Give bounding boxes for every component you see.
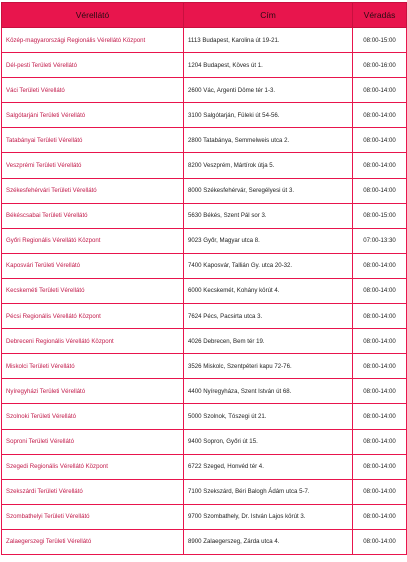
table-header xyxy=(2,3,407,28)
center-name: Debreceni Regionális Vérellátó Központ xyxy=(2,329,184,354)
center-hours: 08:00-14:00 xyxy=(353,128,407,153)
table-row xyxy=(2,178,407,203)
center-address: 6722 Szeged, Honvéd tér 4. xyxy=(184,454,353,479)
center-hours: 08:00-14:00 xyxy=(353,504,407,529)
blood-center-table xyxy=(1,2,407,555)
center-hours: 08:00-16:00 xyxy=(353,53,407,78)
center-name: Közép-magyarországi Regionális Vérellátó Központ xyxy=(2,28,184,53)
header-hours: Véradás xyxy=(353,3,407,28)
center-hours: 08:00-14:00 xyxy=(353,529,407,554)
center-address: 6000 Kecskemét, Kohány körút 4. xyxy=(184,278,353,303)
center-name: Szombathelyi Területi Vérellátó xyxy=(2,504,184,529)
center-name: Miskolci Területi Vérellátó xyxy=(2,354,184,379)
center-hours: 08:00-14:00 xyxy=(353,78,407,103)
center-hours: 08:00-14:00 xyxy=(353,479,407,504)
center-address: 7400 Kaposvár, Tallián Gy. utca 20-32. xyxy=(184,253,353,278)
center-address: 9400 Sopron, Győri út 15. xyxy=(184,429,353,454)
center-name: Székesfehérvári Területi Vérellátó xyxy=(2,178,184,203)
header-address: Cím xyxy=(184,3,353,28)
center-name: Salgótarjáni Területi Vérellátó xyxy=(2,103,184,128)
table-row xyxy=(2,429,407,454)
table-row xyxy=(2,379,407,404)
center-name: Szegedi Regionális Vérellátó Központ xyxy=(2,454,184,479)
center-name: Pécsi Regionális Vérellátó Központ xyxy=(2,304,184,329)
center-address: 1204 Budapest, Köves út 1. xyxy=(184,53,353,78)
center-address: 1113 Budapest, Karolina út 19-21. xyxy=(184,28,353,53)
center-address: 5630 Békés, Szent Pál sor 3. xyxy=(184,203,353,228)
center-name: Soproni Területi Vérellátó xyxy=(2,429,184,454)
center-address: 5000 Szolnok, Tószegi út 21. xyxy=(184,404,353,429)
table-row xyxy=(2,404,407,429)
center-address: 9023 Győr, Magyar utca 8. xyxy=(184,228,353,253)
center-hours: 08:00-14:00 xyxy=(353,454,407,479)
table-row xyxy=(2,203,407,228)
center-hours: 07:00-13:30 xyxy=(353,228,407,253)
table-row xyxy=(2,228,407,253)
table-row xyxy=(2,504,407,529)
center-name: Békéscsabai Területi Vérellátó xyxy=(2,203,184,228)
center-address: 4026 Debrecen, Bem tér 19. xyxy=(184,329,353,354)
table-row xyxy=(2,529,407,554)
center-hours: 08:00-14:00 xyxy=(353,253,407,278)
table-row xyxy=(2,103,407,128)
table-row xyxy=(2,354,407,379)
center-hours: 08:00-14:00 xyxy=(353,278,407,303)
table-row xyxy=(2,454,407,479)
center-address: 4400 Nyíregyháza, Szent István út 68. xyxy=(184,379,353,404)
center-name: Veszprémi Területi Vérellátó xyxy=(2,153,184,178)
center-hours: 08:00-14:00 xyxy=(353,304,407,329)
center-address: 9700 Szombathely, Dr. István Lajos körút 3. xyxy=(184,504,353,529)
center-hours: 08:00-14:00 xyxy=(353,404,407,429)
center-hours: 08:00-15:00 xyxy=(353,203,407,228)
table-row xyxy=(2,278,407,303)
table-row xyxy=(2,128,407,153)
center-hours: 08:00-14:00 xyxy=(353,354,407,379)
table-row xyxy=(2,153,407,178)
center-hours: 08:00-14:00 xyxy=(353,153,407,178)
center-hours: 08:00-15:00 xyxy=(353,28,407,53)
center-hours: 08:00-14:00 xyxy=(353,429,407,454)
center-address: 3526 Miskolc, Szentpéteri kapu 72-76. xyxy=(184,354,353,379)
center-address: 2600 Vác, Argenti Döme tér 1-3. xyxy=(184,78,353,103)
center-address: 3100 Salgótarján, Füleki út 54-56. xyxy=(184,103,353,128)
center-name: Szekszárdi Területi Vérellátó xyxy=(2,479,184,504)
table-row xyxy=(2,78,407,103)
center-hours: 08:00-14:00 xyxy=(353,379,407,404)
center-hours: 08:00-14:00 xyxy=(353,329,407,354)
table-row xyxy=(2,329,407,354)
center-address: 7100 Szekszárd, Béri Balogh Ádám utca 5-7. xyxy=(184,479,353,504)
center-name: Tatabányai Területi Vérellátó xyxy=(2,128,184,153)
center-hours: 08:00-14:00 xyxy=(353,178,407,203)
header-name: Vérellátó xyxy=(2,3,184,28)
table-row xyxy=(2,253,407,278)
center-hours: 08:00-14:00 xyxy=(353,103,407,128)
table-row xyxy=(2,304,407,329)
center-name: Szolnoki Területi Vérellátó xyxy=(2,404,184,429)
header-row xyxy=(2,3,407,28)
center-name: Zalaegerszegi Területi Vérellátó xyxy=(2,529,184,554)
table-body xyxy=(2,28,407,555)
center-name: Dél-pesti Területi Vérellátó xyxy=(2,53,184,78)
center-name: Győri Regionális Vérellátó Központ xyxy=(2,228,184,253)
center-address: 8200 Veszprém, Mártírok útja 5. xyxy=(184,153,353,178)
center-name: Nyíregyházi Területi Vérellátó xyxy=(2,379,184,404)
center-name: Váci Területi Vérellátó xyxy=(2,78,184,103)
table-row xyxy=(2,28,407,53)
center-name: Kecskeméti Területi Vérellátó xyxy=(2,278,184,303)
center-address: 2800 Tatabánya, Semmelweis utca 2. xyxy=(184,128,353,153)
center-name: Kaposvári Területi Vérellátó xyxy=(2,253,184,278)
table-row xyxy=(2,479,407,504)
center-address: 8000 Székesfehérvár, Seregélyesi út 3. xyxy=(184,178,353,203)
center-address: 8900 Zalaegerszeg, Zárda utca 4. xyxy=(184,529,353,554)
table-row xyxy=(2,53,407,78)
center-address: 7624 Pécs, Pacsirta utca 3. xyxy=(184,304,353,329)
